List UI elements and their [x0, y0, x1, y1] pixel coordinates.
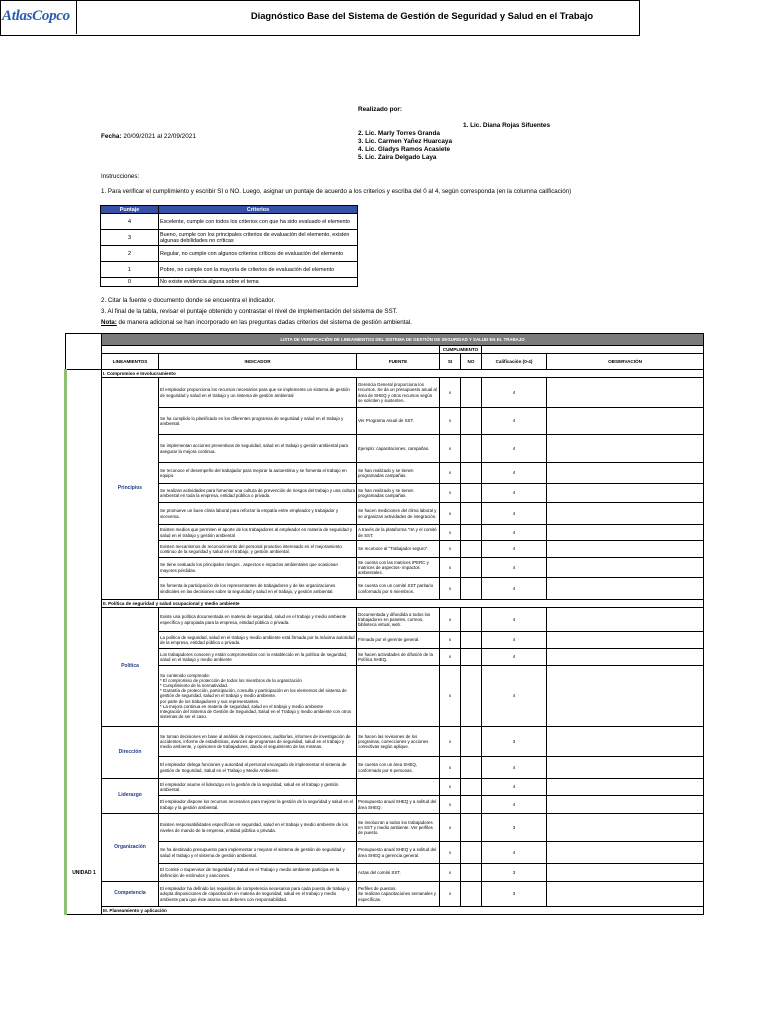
no-cell: [461, 525, 482, 541]
no-cell: [461, 666, 482, 727]
category-organizacion: Organización: [102, 814, 159, 882]
realizado-label: Realizado por:: [358, 106, 403, 113]
criteria-text: Excelente, cumple con todos los criterios con que ha sido evaluado el elemento: [159, 214, 358, 230]
source-cell: Se reconoce al "Trabajador seguro".: [357, 541, 440, 558]
source-cell: Se cuenta con las matrices IPERC y matrices de aspectos- impactos ambientales.: [357, 558, 440, 578]
si-cell: x: [440, 757, 461, 779]
si-cell: x: [440, 525, 461, 541]
section-title: I. Compromiso e Involucramiento: [102, 370, 704, 378]
observation-cell: [547, 864, 704, 882]
no-cell: [461, 378, 482, 408]
category-politica: Política: [102, 608, 159, 727]
si-cell: x: [440, 814, 461, 842]
no-cell: [461, 632, 482, 649]
instruction-step-1: 1. Para verificar el cumplimiento y escribir SI o NO. Luego, asignar un puntaje de acuerdo a los criterios y escriba del 0 al 4, según corresponda (en la columna calificación): [101, 188, 572, 195]
criteria-score: 4: [101, 214, 159, 230]
note-label: Nota:: [101, 319, 117, 326]
indicator-cell: Existen medios que permiten el aporte de los trabajadores al empleador en materia de seguridad y salud en el trabajo y gestión ambiental: [159, 525, 357, 541]
si-cell: x: [440, 435, 461, 463]
no-cell: [461, 757, 482, 779]
section-title: III. Planeamiento y aplicación: [102, 907, 704, 915]
score-cell: 4: [482, 503, 547, 525]
criteria-score: 2: [101, 246, 159, 262]
si-cell: x: [440, 779, 461, 796]
observation-cell: [547, 484, 704, 503]
si-cell: x: [440, 649, 461, 666]
source-cell: Perfiles de puestos. Se realizan capacitaciones semanales y específicas.: [357, 882, 440, 907]
observation-cell: [547, 649, 704, 666]
observation-cell: [547, 558, 704, 578]
si-cell: x: [440, 578, 461, 600]
author-3: 3. Lic. Carmen Yañez Huarcaya: [358, 138, 453, 145]
fecha: [101, 133, 196, 140]
observation-cell: [547, 578, 704, 600]
author-1: 1. Lic. Diana Rojas Sifuentes: [463, 122, 551, 129]
score-cell: 4: [482, 666, 547, 727]
si-cell: x: [440, 608, 461, 632]
source-cell: Firmada por el gerente general.: [357, 632, 440, 649]
source-cell: A través de la plataforma "IIA y el comité de SST.: [357, 525, 440, 541]
criteria-header-criteria: Criterios: [159, 206, 358, 214]
no-cell: [461, 541, 482, 558]
category-competencia: Competencia: [102, 882, 159, 907]
source-cell: Presupuesto anual SHEQ y a solitud del área SHEQ a gerencia general.: [357, 842, 440, 864]
source-cell: Se han realizado y se tienen programadas campañas.: [357, 463, 440, 484]
indicator-cell: Se realizan actividades para fomentar una cultura de prevención de riesgos del trabajo y una cultura ambiental en toda la empresa, entidad pública o privada.: [159, 484, 357, 503]
si-cell: x: [440, 558, 461, 578]
score-cell: 3: [482, 727, 547, 757]
indicator-cell: Su contenido comprende: * El compromiso de protección de todos los miembros de la organización * Cumplimiento de la normatividad. * Garantía de protección, participación, consulta y participación en los elementos del sistema de gestión de seguridad, salud en el trabajo y medio ambiente. por parte de los trabajadores y sus representantes. * La mejora continua en materia de seguridad, salud en el trabajo y medio ambiente Integración del Sistema de Gestión de Seguridad, Salud en el Trabajo y medio ambiente con otros sistemas de ser el caso.: [159, 666, 357, 727]
criteria-text: Pobre, no cumple con la mayoría de criterios de evaluación del elemento: [159, 262, 358, 278]
score-cell: 4: [482, 649, 547, 666]
author-2: 2. Lic. Marly Torres Granda: [358, 130, 440, 137]
instructions-label: Instrucciones:: [101, 173, 140, 180]
no-cell: [461, 882, 482, 907]
no-cell: [461, 503, 482, 525]
criteria-header-score: Puntaje: [101, 206, 159, 214]
observation-cell: [547, 814, 704, 842]
section-title: II. Política de seguridad y salud ocupacional y medio ambiente: [102, 600, 704, 608]
source-cell: Actas del comité SST.: [357, 864, 440, 882]
observation-cell: [547, 727, 704, 757]
criteria-score: 1: [101, 262, 159, 278]
instruction-step-2: 2. Citar la fuente o documento donde se encuentra el indicador.: [101, 297, 276, 304]
observation-cell: [547, 503, 704, 525]
si-cell: x: [440, 727, 461, 757]
source-cell: Documentada y difundida a todos los trabajadores en paneles, correos, biblioteca virtual, web.: [357, 608, 440, 632]
indicator-cell: Los trabajadores conocen y están comprometidos con lo establecido en la política de seguridad, salud en el trabajo y medio ambiente: [159, 649, 357, 666]
no-cell: [461, 608, 482, 632]
indicator-cell: Se ha destinado presupuesto para implementar o mejorar el sistema de gestión de seguridad y salud el trabajo y el sistema de gestión ambiental.: [159, 842, 357, 864]
si-cell: x: [440, 864, 461, 882]
observation-cell: [547, 408, 704, 435]
category-liderazgo: Liderazgo: [102, 779, 159, 814]
si-cell: x: [440, 463, 461, 484]
no-cell: [461, 864, 482, 882]
col-no: NO: [461, 354, 482, 370]
instruction-note: [101, 319, 412, 326]
indicator-cell: El empleador ha definido los requisitos de competencia necesarios para cada puesto de trabajo y adopta disposiciones de capacitación en materia de seguridad, salud en el trabajo y medio ambiente para que éste asuma sus deberes con responsabilidad.: [159, 882, 357, 907]
source-cell: Se han realizado y se tienen programadas campañas.: [357, 484, 440, 503]
observation-cell: [547, 842, 704, 864]
indicator-cell: Se promueve un buen clima laboral para reforzar la empatía entre empleador y trabajador y viceversa.: [159, 503, 357, 525]
col-si: SI: [440, 354, 461, 370]
author-4: 4. Lic. Gladys Ramos Acasiete: [358, 146, 451, 153]
observation-cell: [547, 757, 704, 779]
indicator-cell: La política de seguridad, salud en el trabajo y medio ambiente está firmada por la máxima autoridad de la empresa, entidad pública o privada.: [159, 632, 357, 649]
score-cell: 4: [482, 757, 547, 779]
criteria-text: No existe evidencia alguna sobre el tema: [159, 278, 358, 287]
score-cell: 4: [482, 558, 547, 578]
atlas-copco-logo: AtlasCopco: [2, 8, 70, 24]
indicator-cell: Se fomenta la participación de los representantes de trabajadores y de las organizaciones sindicales en las decisiones sobre la seguridad y salud en el trabajo, y gestión ambiental.: [159, 578, 357, 600]
spacer-cell: [102, 346, 440, 354]
cumplimiento-header: CUMPLIMIENTO: [440, 346, 482, 354]
no-cell: [461, 779, 482, 796]
indicator-cell: Se ha cumplido lo planificado en los diferentes programas de seguridad y salud en el trabajo y ambiental.: [159, 408, 357, 435]
document-header: [0, 0, 640, 36]
si-cell: x: [440, 503, 461, 525]
category-direccion: Dirección: [102, 727, 159, 779]
criteria-text: Bueno, cumple con los principales criterios de evaluación del elemento, existen algunas debilidades no críticas: [159, 230, 358, 246]
source-cell: [357, 779, 440, 796]
source-cell: Se hacen las revisiones de los programas, correcciones y acciones correctivas según aplique.: [357, 727, 440, 757]
criteria-score: 0: [101, 278, 159, 287]
observation-cell: [547, 541, 704, 558]
observation-cell: [547, 378, 704, 408]
observation-cell: [547, 882, 704, 907]
si-cell: x: [440, 882, 461, 907]
instruction-step-3: 3. Al final de la tabla, revisar el puntaje obtenido y contrastar el nivel de implementación del sistema de SST.: [101, 308, 398, 315]
no-cell: [461, 578, 482, 600]
score-cell: 4: [482, 378, 547, 408]
source-cell: [357, 666, 440, 727]
note-text: de manera adicional se han incorporado en las preguntas dadas criterios del sistema de gestión ambiental.: [116, 319, 412, 326]
score-cell: 4: [482, 525, 547, 541]
no-cell: [461, 842, 482, 864]
indicator-cell: Se tiene evaluado los principales riesgos , aspectos e impactos ambientales que ocasionan mayores pérdidas.: [159, 558, 357, 578]
no-cell: [461, 814, 482, 842]
no-cell: [461, 463, 482, 484]
col-indicador: INDICADOR: [159, 354, 357, 370]
document-title: Diagnóstico Base del Sistema de Gestión de Seguridad y Salud en el Trabajo: [250, 10, 594, 21]
score-cell: 4: [482, 408, 547, 435]
score-cell: 4: [482, 463, 547, 484]
score-cell: 4: [482, 608, 547, 632]
score-cell: 4: [482, 541, 547, 558]
indicator-cell: Existe una política documentada en materia de seguridad, salud en el trabajo y medio ambiente específica y apropiada para la empresa, entidad pública o privada.: [159, 608, 357, 632]
score-cell: 4: [482, 632, 547, 649]
source-cell: Se hacen mediciones del clima laboral y se organizan actividades de integración.: [357, 503, 440, 525]
source-cell: Presupuesto anual SHEQ y a solitud del área SHEQ.: [357, 796, 440, 814]
observation-cell: [547, 525, 704, 541]
no-cell: [461, 649, 482, 666]
indicator-cell: Se reconoce el desempeño del trabajador para mejorar la autoestima y se fomenta el trabajo en equipo.: [159, 463, 357, 484]
criteria-text: Regular, no cumple con algunos criterios críticos de evaluación del elemento: [159, 246, 358, 262]
criteria-table: [100, 205, 358, 287]
observation-cell: [547, 608, 704, 632]
fecha-value: 20/09/2021 al 22/09/2021: [123, 133, 196, 140]
checklist-table: [64, 333, 704, 915]
no-cell: [461, 796, 482, 814]
col-calificacion: Calificación (0-4): [482, 354, 547, 370]
source-cell: Se hacen actividades de difusión de la Política SHEQ.: [357, 649, 440, 666]
score-cell: 3: [482, 814, 547, 842]
si-cell: x: [440, 666, 461, 727]
si-cell: x: [440, 541, 461, 558]
score-cell: 4: [482, 842, 547, 864]
observation-cell: [547, 779, 704, 796]
indicator-cell: El empleador delega funciones y autoridad al personal encargado de implementar el sistema de gestión de Seguridad, Salud en el Trabajo y Medio Ambiente.: [159, 757, 357, 779]
no-cell: [461, 558, 482, 578]
indicator-cell: El Comité o Supervisor de Seguridad y Salud en el Trabajo y medio ambiente participa en la definición de estímulos y sanciones.: [159, 864, 357, 882]
observation-cell: [547, 463, 704, 484]
col-lineamientos: LINEAMIENTOS: [102, 354, 159, 370]
checklist-band-title: LISTA DE VERIFICACIÓN DE LINEAMIENTOS DEL SISTEMA DE GESTIÓN DE SEGURIDAD Y SALUD EN EL TRABAJO: [102, 334, 704, 346]
indicator-cell: Existen responsabilidades específicas en seguridad, salud en el trabajo y medio ambiente de los niveles de mando de la empresa, entidad pública o privada.: [159, 814, 357, 842]
indicator-cell: El empleador proporciona los recursos necesarios para que se implemente un sistema de gestión de seguridad y salud en el trabajo y un sistema de gestión ambiental: [159, 378, 357, 408]
indicator-cell: Se toman decisiones en base al análisis de inspecciones, auditorías, informes de investigación de accidentes, informe de estadísticas, avances de programas de seguridad, salud en el trabajo y medio ambiente, y opiniones de trabajadores, dando el seguimiento de las mismas.: [159, 727, 357, 757]
author-5: 5. Lic. Zaira Delgado Laya: [358, 154, 437, 161]
source-cell: Gerencia General proporciona los recursos. Se da un presupuesto anual al área de SHEQ y otros recursos según se soliciten y sustenten.: [357, 378, 440, 408]
category-principios: Principios: [102, 378, 159, 600]
spacer-cell: [482, 346, 704, 354]
indicator-cell: Existen mecanismos de reconocimiento del personal proactivo interesado en el mejoramiento continuo de la seguridad y salud en el trabajo, y gestión ambiental.: [159, 541, 357, 558]
fecha-label: Fecha:: [101, 133, 122, 140]
si-cell: x: [440, 632, 461, 649]
indicator-cell: El empleador dispone los recursos necesarios para mejorar la gestión de la seguridad y salud en el trabajo y la gestión ambiental.: [159, 796, 357, 814]
observation-cell: [547, 435, 704, 463]
si-cell: x: [440, 796, 461, 814]
si-cell: x: [440, 484, 461, 503]
score-cell: 4: [482, 779, 547, 796]
col-observacion: OBSERVACIÓN: [547, 354, 704, 370]
no-cell: [461, 484, 482, 503]
score-cell: 3: [482, 882, 547, 907]
source-cell: Se cuenta con un área SHEQ, conformado por 6 personas.: [357, 757, 440, 779]
si-cell: x: [440, 842, 461, 864]
corner-cell: [66, 334, 102, 370]
source-cell: Se cuenta con un comité SST paritario conformado por 6 miembros.: [357, 578, 440, 600]
no-cell: [461, 727, 482, 757]
score-cell: 4: [482, 484, 547, 503]
score-cell: 4: [482, 435, 547, 463]
indicator-cell: Se implementan acciones preventivas de seguridad, salud en el trabajo y gestión ambiental para asegurar la mejora continua.: [159, 435, 357, 463]
score-cell: 4: [482, 796, 547, 814]
observation-cell: [547, 796, 704, 814]
criteria-score: 3: [101, 230, 159, 246]
source-cell: Se involucran a todos los trabajadores en SST y medio ambiente. Ver perfiles de puesto.: [357, 814, 440, 842]
source-cell: Ejemplo: capacitaciones, campañas.: [357, 435, 440, 463]
no-cell: [461, 435, 482, 463]
no-cell: [461, 408, 482, 435]
source-cell: Ver Programa Anual de SST.: [357, 408, 440, 435]
indicator-cell: El empleador asume el liderazgo en la gestión de la seguridad, salud en el trabajo y gestión ambiental.: [159, 779, 357, 796]
score-cell: 4: [482, 578, 547, 600]
si-cell: x: [440, 378, 461, 408]
observation-cell: [547, 666, 704, 727]
col-fuente: FUENTE: [357, 354, 440, 370]
si-cell: x: [440, 408, 461, 435]
score-cell: 3: [482, 864, 547, 882]
observation-cell: [547, 632, 704, 649]
unit-label: UNIDAD 1: [66, 370, 102, 915]
